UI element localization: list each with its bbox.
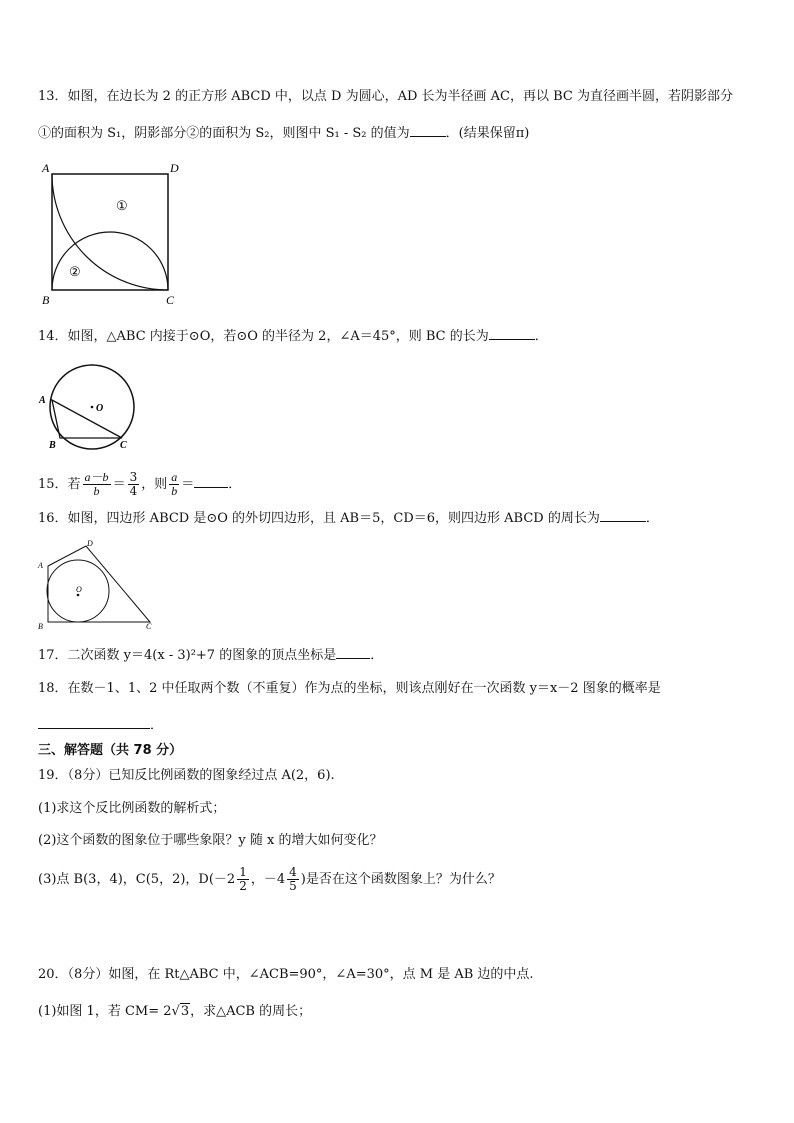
q20-p1-text-a: (1)如图 1，若 CM= 2 xyxy=(38,1004,172,1019)
q19-p3-text-c: )是否在这个函数图象上？为什么？ xyxy=(300,872,501,887)
q16-answer-blank[interactable] xyxy=(600,508,646,522)
q14-center-dot xyxy=(91,406,94,409)
q16-figure xyxy=(36,538,158,632)
q15-f2-num: 3 xyxy=(129,470,138,484)
q20-sqrt-sign: √ xyxy=(171,1004,180,1019)
q19-stem: 19．（8分）已知反比例函数的图象经过点 A(2，6). xyxy=(38,768,335,783)
q13-region2: ② xyxy=(69,264,81,279)
q19-p3-fraction-2 xyxy=(287,866,299,893)
q16-label-D: D xyxy=(87,539,93,548)
q13-text-a: ①的面积为 S₁，阴影部分②的面积为 S₂，则图中 S₁ - S₂ 的值为 xyxy=(38,126,410,141)
q15-f3-den: b xyxy=(171,484,178,498)
q19-p3-f1-den: 2 xyxy=(239,879,247,893)
q20-stem: 20．（8分）如图，在 Rt△ABC 中，∠ACB=90°，∠A=30°，点 M 是 AB 边的中点. xyxy=(38,967,534,982)
q13-semicircle xyxy=(52,232,168,290)
q14-label-O: O xyxy=(96,403,104,414)
q19-p3-text-b: ，－4 xyxy=(250,872,286,887)
q13-line1: 13．如图，在边长为 2 的正方形 ABCD 中，以点 D 为圆心，AD 长为半径画 AC，再以 BC 为直径画半圆，若阴影部分 xyxy=(38,89,733,104)
q16-label-C: C xyxy=(146,622,152,631)
q13-label-D: D xyxy=(170,161,179,175)
q16-label-A: A xyxy=(38,561,43,570)
q13-figure xyxy=(38,158,188,308)
q15-mid: ，则 xyxy=(141,477,168,492)
q15-end: ． xyxy=(228,477,242,492)
q14-figure xyxy=(36,364,140,452)
q14-line xyxy=(38,326,548,347)
q13-label-A: A xyxy=(42,161,50,175)
q13-label-B: B xyxy=(42,293,50,307)
q18-blank-line xyxy=(38,715,163,736)
q19-p3-text-a: (3)点 B(3，4)，C(5，2)，D(－2 xyxy=(38,872,236,887)
q15-fraction-1 xyxy=(83,471,111,498)
q15-answer-blank[interactable] xyxy=(194,474,228,488)
q19-part1: (1)求这个反比例函数的解析式； xyxy=(38,801,226,816)
q19-p3-f2-den: 5 xyxy=(289,879,297,893)
q18-line: 18．在数－1、1、2 中任取两个数（不重复）作为点的坐标，则该点刚好在一次函数 y＝x－2 图象的概率是 xyxy=(38,681,661,696)
q15-fraction-3 xyxy=(169,471,179,498)
q17-text-b: ． xyxy=(370,648,384,663)
q14-triangle xyxy=(52,400,122,438)
q14-text-a: 14．如图，△ABC 内接于⊙O，若⊙O 的半径为 2，∠A＝45°，则 BC 的长为 xyxy=(38,329,489,344)
q16-label-O: O xyxy=(76,585,82,594)
q16-label-B: B xyxy=(38,622,43,631)
q18-text-b: ． xyxy=(150,718,164,733)
q13-region1: ① xyxy=(116,198,128,213)
q13-answer-blank[interactable] xyxy=(410,123,446,137)
q15-line xyxy=(38,471,241,498)
q16-text-b: ． xyxy=(645,511,659,526)
q20-p1-text-b: ，求△ACB 的周长； xyxy=(190,1004,312,1019)
q14-answer-blank[interactable] xyxy=(489,326,535,340)
q14-text-b: ． xyxy=(534,329,548,344)
q14-label-B: B xyxy=(49,440,56,451)
q20-sqrt-radicand: 3 xyxy=(180,1004,190,1019)
q15-fraction-2 xyxy=(128,471,140,498)
q16-text-a: 16．如图，四边形 ABCD 是⊙O 的外切四边形，且 AB＝5，CD＝6，则四边形 ABCD 的周长为 xyxy=(38,511,600,526)
q19-part2: (2)这个函数的图象位于哪些象限？y 随 x 的增大如何变化？ xyxy=(38,833,383,848)
q15-f2-den: 4 xyxy=(129,484,138,498)
q19-p3-fraction-1 xyxy=(237,866,249,893)
q20-part1 xyxy=(38,1002,311,1022)
q19-p3-f2-num: 4 xyxy=(289,865,297,879)
q19-part3 xyxy=(38,866,501,893)
q14-label-A: A xyxy=(39,395,46,406)
q15-text-pre: 15．若 xyxy=(38,477,81,492)
q17-text-a: 17．二次函数 y＝4(x - 3)²+7 的图象的顶点坐标是 xyxy=(38,648,337,663)
q13-text-b: ．(结果保留π) xyxy=(445,126,530,141)
q18-answer-blank[interactable] xyxy=(38,715,150,729)
q15-eq: ＝ xyxy=(112,477,126,492)
q17-answer-blank[interactable] xyxy=(336,645,370,659)
q15-f3-num: a xyxy=(171,470,178,484)
q16-quadrilateral xyxy=(48,546,150,622)
q15-f1-den: b xyxy=(93,484,100,498)
section-heading: 三、解答题（共 78 分） xyxy=(38,743,183,758)
q17-line xyxy=(38,645,383,666)
q16-line xyxy=(38,508,659,529)
q19-p3-f1-num: 1 xyxy=(239,865,247,879)
q15-eq2: ＝ xyxy=(181,477,195,492)
q14-label-C: C xyxy=(120,440,127,451)
q13-label-C: C xyxy=(166,293,175,307)
q15-f1-num: a－b xyxy=(84,470,109,484)
q16-center-dot xyxy=(77,594,80,597)
q13-line2 xyxy=(38,123,529,144)
